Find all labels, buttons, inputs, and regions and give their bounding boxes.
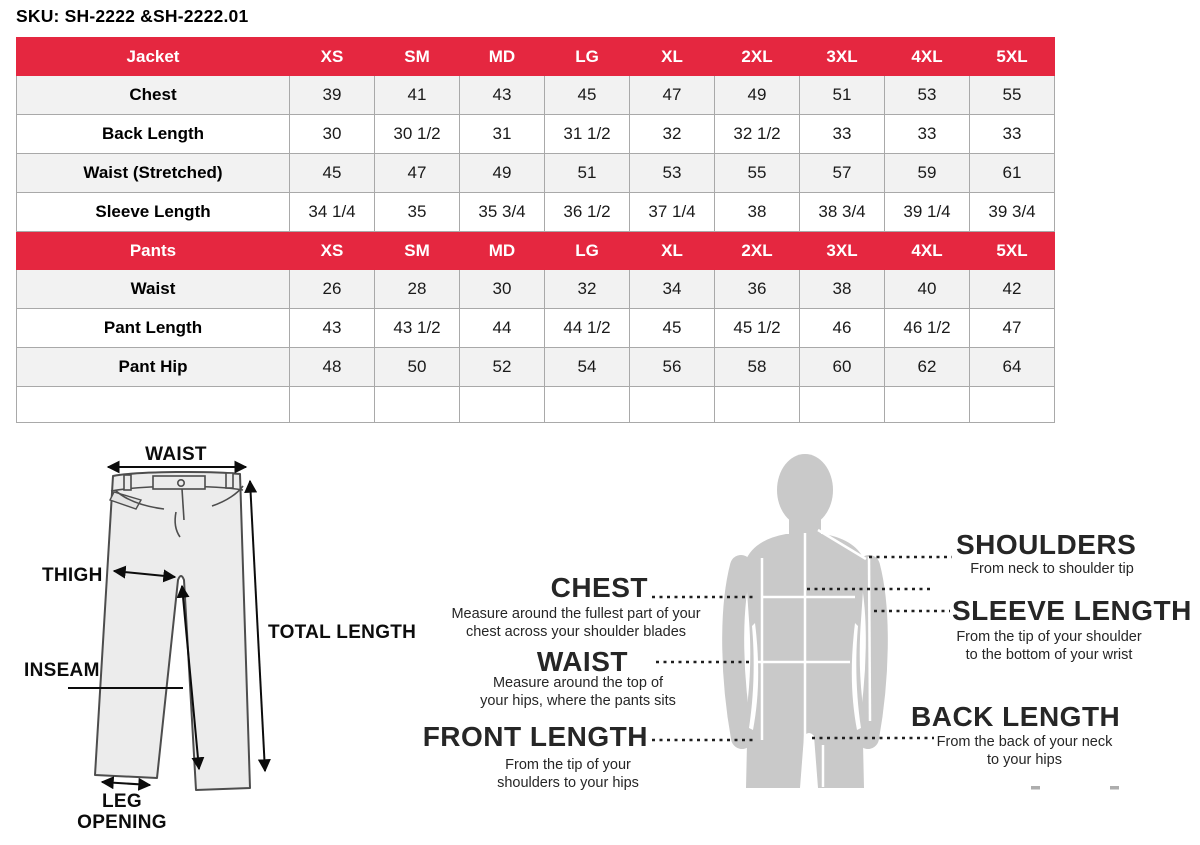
size-value: 41 [375, 76, 460, 115]
size-value: 45 [630, 309, 715, 348]
back-length-description-line1: From the back of your neck [936, 734, 1113, 750]
size-value: 61 [970, 154, 1055, 193]
front-length-description [448, 757, 688, 792]
size-value: 38 3/4 [800, 193, 885, 232]
size-value: 51 [800, 76, 885, 115]
leg-opening-line2: OPENING [77, 812, 167, 833]
empty-row [17, 387, 1055, 423]
size-value: 30 1/2 [375, 115, 460, 154]
size-value: 45 1/2 [715, 309, 800, 348]
size-value: 33 [885, 115, 970, 154]
size-value: 33 [970, 115, 1055, 154]
column-header: XL [630, 232, 715, 270]
size-value: 46 [800, 309, 885, 348]
sleeve-length-description [948, 629, 1150, 664]
pants-diagram-icon [95, 472, 250, 790]
back-length-description [922, 734, 1127, 769]
column-header: SM [375, 232, 460, 270]
front-length-description-line2: shoulders to your hips [497, 774, 639, 791]
column-header: 3XL [800, 38, 885, 76]
size-value: 35 3/4 [460, 193, 545, 232]
row-label: Waist [17, 270, 290, 309]
column-header: XS [290, 232, 375, 270]
empty-cell [375, 387, 460, 423]
size-row [17, 348, 1055, 387]
size-row [17, 76, 1055, 115]
empty-cell [17, 387, 290, 423]
empty-cell [800, 387, 885, 423]
size-value: 47 [970, 309, 1055, 348]
row-label: Chest [17, 76, 290, 115]
section-header-row [17, 38, 1055, 76]
size-value: 47 [375, 154, 460, 193]
shoulders-heading: SHOULDERS [956, 529, 1137, 560]
chest-description [444, 606, 708, 641]
size-value: 45 [290, 154, 375, 193]
size-row [17, 270, 1055, 309]
size-value: 39 3/4 [970, 193, 1055, 232]
empty-cell [715, 387, 800, 423]
size-table-body [17, 38, 1055, 423]
size-value: 45 [545, 76, 630, 115]
size-value: 43 1/2 [375, 309, 460, 348]
size-value: 57 [800, 154, 885, 193]
size-value: 39 1/4 [885, 193, 970, 232]
front-length-heading: FRONT LENGTH [422, 721, 648, 752]
size-value: 34 [630, 270, 715, 309]
size-value: 60 [800, 348, 885, 387]
size-value: 34 1/4 [290, 193, 375, 232]
size-value: 47 [630, 76, 715, 115]
size-value: 62 [885, 348, 970, 387]
size-value: 64 [970, 348, 1055, 387]
size-value: 49 [715, 76, 800, 115]
size-value: 38 [715, 193, 800, 232]
leg-opening-diagram-label [56, 791, 188, 833]
chest-heading: CHEST [550, 572, 648, 603]
waist-description-line2: your hips, where the pants sits [480, 692, 676, 709]
size-value: 50 [375, 348, 460, 387]
total-length-diagram-label: TOTAL LENGTH [268, 622, 417, 643]
size-value: 53 [885, 76, 970, 115]
row-label: Waist (Stretched) [17, 154, 290, 193]
size-value: 31 [460, 115, 545, 154]
column-header: LG [545, 38, 630, 76]
waist-heading: WAIST [536, 646, 628, 677]
column-header: 5XL [970, 38, 1055, 76]
column-header: 3XL [800, 232, 885, 270]
size-value: 36 1/2 [545, 193, 630, 232]
size-value: 55 [715, 154, 800, 193]
size-value: 39 [290, 76, 375, 115]
size-value: 31 1/2 [545, 115, 630, 154]
size-value: 43 [460, 76, 545, 115]
section-name: Pants [17, 232, 290, 270]
size-value: 33 [800, 115, 885, 154]
shoulders-description [958, 561, 1146, 579]
thigh-diagram-label: THIGH [42, 565, 103, 586]
waist-diagram-label: WAIST [145, 444, 207, 465]
empty-cell [460, 387, 545, 423]
column-header: 2XL [715, 232, 800, 270]
size-row [17, 115, 1055, 154]
size-value: 32 1/2 [715, 115, 800, 154]
size-value: 35 [375, 193, 460, 232]
column-header: MD [460, 38, 545, 76]
size-value: 37 1/4 [630, 193, 715, 232]
size-value: 59 [885, 154, 970, 193]
row-label: Sleeve Length [17, 193, 290, 232]
size-value: 48 [290, 348, 375, 387]
waist-description-line1: Measure around the top of [492, 675, 664, 691]
size-value: 42 [970, 270, 1055, 309]
sleeve-length-description-line1: From the tip of your shoulder [956, 629, 1142, 645]
column-header: XS [290, 38, 375, 76]
empty-cell [630, 387, 715, 423]
column-header: 5XL [970, 232, 1055, 270]
size-value: 53 [630, 154, 715, 193]
column-header: 4XL [885, 232, 970, 270]
size-chart-table [16, 37, 1055, 423]
size-value: 44 1/2 [545, 309, 630, 348]
size-value: 52 [460, 348, 545, 387]
artifact-dashes [1031, 786, 1119, 790]
section-name: Jacket [17, 38, 290, 76]
size-value: 44 [460, 309, 545, 348]
front-length-description-line1: From the tip of your [505, 757, 631, 773]
back-length-heading: BACK LENGTH [911, 701, 1121, 732]
column-header: 2XL [715, 38, 800, 76]
section-header-row [17, 232, 1055, 270]
column-header: 4XL [885, 38, 970, 76]
size-row [17, 154, 1055, 193]
empty-cell [970, 387, 1055, 423]
size-row [17, 193, 1055, 232]
size-value: 54 [545, 348, 630, 387]
size-value: 55 [970, 76, 1055, 115]
measurement-diagrams [0, 440, 1200, 845]
column-header: MD [460, 232, 545, 270]
leg-opening-line1: LEG [102, 791, 142, 812]
size-value: 51 [545, 154, 630, 193]
size-value: 36 [715, 270, 800, 309]
empty-cell [885, 387, 970, 423]
size-value: 49 [460, 154, 545, 193]
size-value: 32 [545, 270, 630, 309]
row-label: Pant Hip [17, 348, 290, 387]
row-label: Pant Length [17, 309, 290, 348]
chest-description-line1: Measure around the fullest part of your [451, 606, 701, 622]
column-header: SM [375, 38, 460, 76]
size-value: 30 [460, 270, 545, 309]
size-value: 28 [375, 270, 460, 309]
sleeve-length-heading: SLEEVE LENGTH [952, 595, 1192, 626]
sleeve-length-description-line2: to the bottom of your wrist [965, 646, 1133, 663]
column-header: LG [545, 232, 630, 270]
size-value: 58 [715, 348, 800, 387]
size-value: 26 [290, 270, 375, 309]
chest-description-line2: chest across your shoulder blades [465, 623, 687, 640]
inseam-diagram-label: INSEAM [24, 660, 100, 681]
empty-cell [290, 387, 375, 423]
size-value: 38 [800, 270, 885, 309]
size-value: 40 [885, 270, 970, 309]
row-label: Back Length [17, 115, 290, 154]
size-value: 32 [630, 115, 715, 154]
shoulders-description-line1: From neck to shoulder tip [970, 561, 1134, 577]
empty-cell [545, 387, 630, 423]
sku-title: SKU: SH-2222 &SH-2222.01 [16, 6, 249, 26]
size-value: 56 [630, 348, 715, 387]
size-row [17, 309, 1055, 348]
back-length-description-line2: to your hips [987, 751, 1062, 768]
size-value: 30 [290, 115, 375, 154]
column-header: XL [630, 38, 715, 76]
size-value: 43 [290, 309, 375, 348]
waist-description [458, 675, 698, 710]
size-value: 46 1/2 [885, 309, 970, 348]
